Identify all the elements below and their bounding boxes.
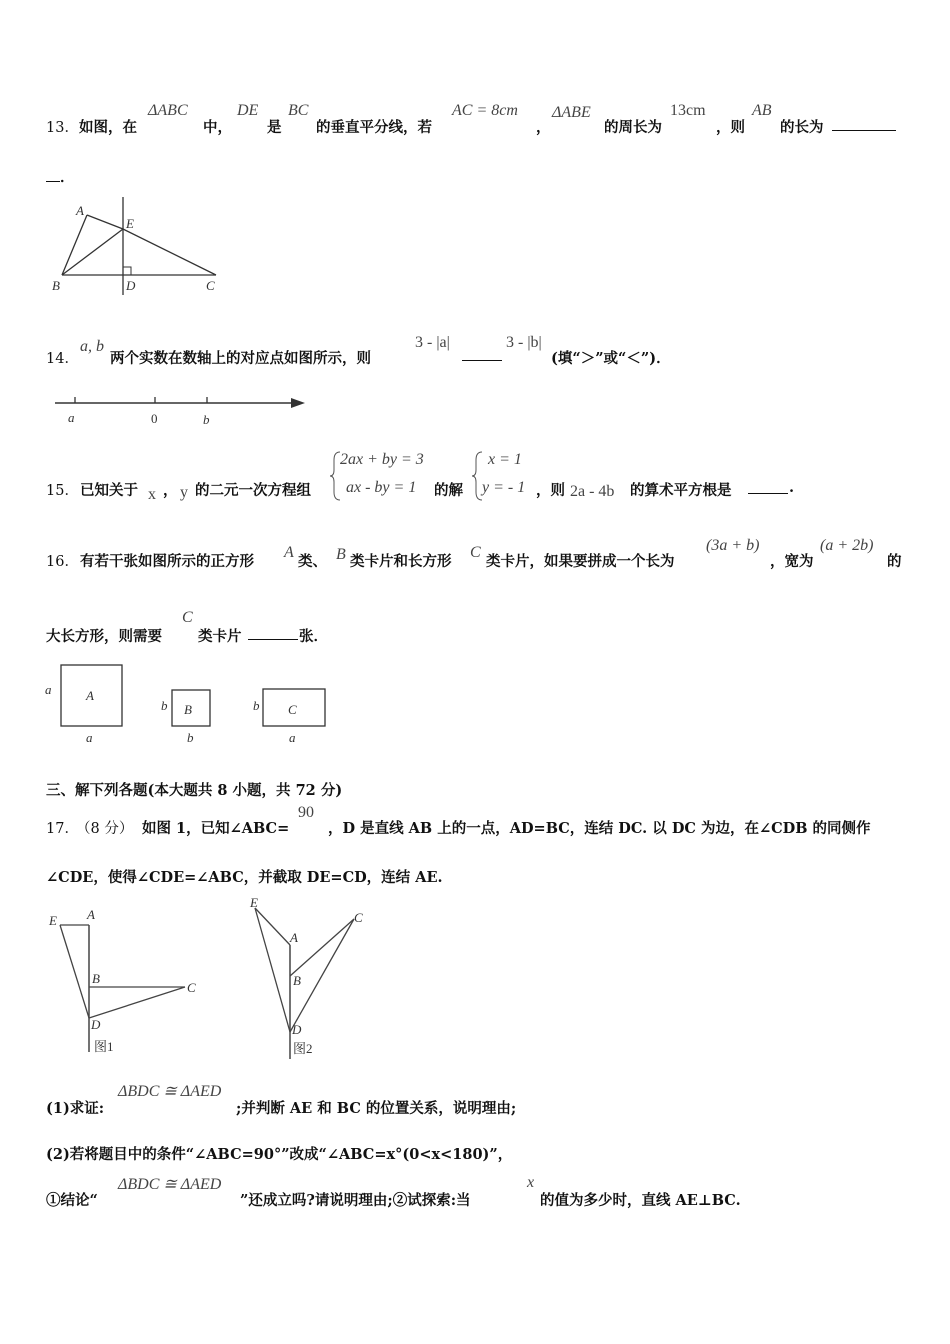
q14-text: 两个实数在数轴上的对应点如图所示，则 xyxy=(110,350,371,367)
q17-part3-text: ”还成立吗?请说明理由;②试探索:当 xyxy=(240,1192,471,1209)
q14-math-ab: a, b xyxy=(80,338,104,355)
q16-math-width: (a + 2b) xyxy=(820,537,874,554)
q17-f1-caption: 图1 xyxy=(94,1039,114,1054)
q13-answer-blank-cont xyxy=(46,169,60,182)
q16-card-b-side: b xyxy=(161,698,168,713)
q13-math-bc: BC xyxy=(288,102,309,119)
q14-label-a: a xyxy=(68,410,75,425)
q15-text: 的算术平方根是 xyxy=(630,482,732,499)
q13-label-e: E xyxy=(126,216,134,231)
q16-number: 16． xyxy=(46,554,79,570)
q17-part3-math: ΔBDC ≅ ΔAED xyxy=(118,1176,222,1193)
section-title: 三、解下列各题(本大题共 8 小题，共 72 分) xyxy=(46,782,343,799)
q17-part3-text: 的值为多少时，直线 AE⊥BC. xyxy=(540,1192,741,1209)
q15-text: ， xyxy=(163,482,178,499)
q15-equation-2: ax - by = 1 xyxy=(346,479,417,496)
q13-line1: 13．如图，在 xyxy=(46,119,137,136)
q13-math-ac: AC = 8cm xyxy=(452,102,518,119)
q16-card-b-name: B xyxy=(184,702,192,717)
q17-part2: (2)若将题目中的条件“∠ABC=90°”改成“∠ABC=x°(0<x<180)”， xyxy=(46,1146,513,1163)
q13-math-perimeter: 13cm xyxy=(670,102,706,119)
q17-f2-line-bc xyxy=(290,919,354,976)
q15-text: 的解 xyxy=(434,482,463,499)
q13-label-a: A xyxy=(76,203,84,218)
q17-f2-label-b: B xyxy=(293,973,301,988)
q15-math-y: y xyxy=(180,484,188,501)
q17-number: 17． xyxy=(46,821,79,837)
q15-solution-x: x = 1 xyxy=(488,451,522,468)
q16-card-c-side: b xyxy=(253,698,260,713)
q16-answer-blank[interactable] xyxy=(248,627,298,640)
q16-line2: 张． xyxy=(299,628,328,645)
q15-math-x: x xyxy=(148,486,156,503)
q17-f2-label-c: C xyxy=(354,910,363,925)
q17-f1-label-c: C xyxy=(187,980,196,995)
q15-solution-y: y = - 1 xyxy=(482,479,526,496)
q16-line2: 大长方形，则需要 xyxy=(46,628,162,645)
q17-figure-2 xyxy=(240,892,380,1062)
q13-label-d: D xyxy=(126,278,136,293)
q17-part1-text: ;并判断 AE 和 BC 的位置关系，说明理由; xyxy=(236,1100,517,1117)
q13-text: 的长为 xyxy=(780,119,824,136)
q14-number: 14． xyxy=(46,351,79,367)
q15-equation-1: 2ax + by = 3 xyxy=(340,451,424,468)
q16-text: 的 xyxy=(887,553,902,570)
q16-line2: 类卡片 xyxy=(198,628,242,645)
q17-text: ，D 是直线 AB 上的一点，AD=BC，连结 DC. 以 DC 为边，在∠CDB 的同侧作 xyxy=(328,820,871,837)
q16-math-b: B xyxy=(336,546,346,563)
q17-part3: ①结论“ xyxy=(46,1192,98,1209)
q17-score: （8 分） xyxy=(76,821,134,837)
q15-answer-blank[interactable] xyxy=(748,481,788,494)
q17-f1-line-ed xyxy=(60,925,89,1018)
q16-text: ，宽为 xyxy=(770,553,814,570)
q16-card-b-bottom: b xyxy=(187,730,194,745)
q14-math-right: 3 - |b| xyxy=(506,334,542,351)
q13-text: ，则 xyxy=(716,119,745,136)
q14-label-b: b xyxy=(203,412,210,427)
q14-number-line xyxy=(55,390,310,430)
q14-math-left: 3 - |a| xyxy=(415,334,450,351)
q16-math-c2: C xyxy=(182,609,193,626)
q15-text: 的二元一次方程组 xyxy=(195,482,311,499)
q17-f1-label-d: D xyxy=(91,1017,101,1032)
q16-card-a-side: a xyxy=(45,682,52,697)
q13-math-abe: ΔABE xyxy=(552,104,591,121)
q16-math-length: (3a + b) xyxy=(706,537,760,554)
q14-label-0: 0 xyxy=(151,411,158,426)
q16-text: 类卡片，如果要拼成一个长为 xyxy=(486,553,675,570)
q13-text: 是 xyxy=(267,119,282,136)
q16-text: 类卡片和长方形 xyxy=(350,553,452,570)
q13-text: ， xyxy=(536,119,551,136)
q16-text: 有若干张如图所示的正方形 xyxy=(80,553,254,570)
q13-text: 的周长为 xyxy=(604,119,662,136)
q17-f1-line-dc xyxy=(89,987,185,1018)
q13-line-ec xyxy=(123,229,216,275)
q17-line2: ∠CDE，使得∠CDE=∠ABC，并截取 DE=CD，连结 AE. xyxy=(46,869,443,886)
q13-math-de: DE xyxy=(237,102,259,119)
q17-text: 如图 1，已知∠ABC= xyxy=(142,820,290,837)
q16-card-a-bottom: a xyxy=(86,730,93,745)
q15-text: 已知关于 xyxy=(80,482,138,499)
q15-text-tail: . xyxy=(789,479,795,496)
figure-stroke xyxy=(330,452,340,500)
q15-text: ，则 xyxy=(536,482,565,499)
q15-number: 15． xyxy=(46,483,79,499)
q16-cards-figure xyxy=(40,660,340,750)
q16-math-c: C xyxy=(470,544,481,561)
q17-f1-label-b: B xyxy=(92,971,100,986)
q13-line2: ． xyxy=(46,166,75,187)
q13-right-angle-mark xyxy=(123,267,131,275)
q16-card-a-name: A xyxy=(86,688,94,703)
q13-math-triangle-abc: ΔABC xyxy=(148,102,188,119)
q13-figure xyxy=(40,195,240,300)
q14-axis-arrow xyxy=(291,398,305,408)
q13-label-c: C xyxy=(206,278,215,293)
q17-f2-label-d: D xyxy=(292,1022,302,1037)
q13-answer-blank[interactable] xyxy=(832,118,896,131)
q15-math-expression: 2a - 4b xyxy=(570,483,615,500)
q17-part3-math-x: x xyxy=(527,1174,535,1191)
q17-f2-label-e: E xyxy=(250,895,258,910)
q17-part1: (1)求证: xyxy=(46,1100,105,1117)
q17-math-degree: 90 xyxy=(298,804,314,821)
q14-text-tail: (填“＞”或“＜”)． xyxy=(551,350,671,367)
q17-f1-label-a: A xyxy=(87,907,95,922)
q13-text: 中， xyxy=(203,119,232,136)
q16-card-c-name: C xyxy=(288,702,297,717)
q13-math-ab: AB xyxy=(752,102,772,119)
q17-part1-math: ΔBDC ≅ ΔAED xyxy=(118,1083,222,1100)
q13-text: 的垂直平分线，若 xyxy=(316,119,432,136)
q17-f1-label-e: E xyxy=(49,913,57,928)
q13-label-b: B xyxy=(52,278,60,293)
q16-math-a: A xyxy=(284,544,294,561)
q17-figure-1 xyxy=(40,900,220,1060)
q14-answer-blank[interactable] xyxy=(462,348,502,361)
q13-line-ae xyxy=(87,215,123,229)
figure-stroke xyxy=(472,452,482,500)
q16-text: 类、 xyxy=(298,553,327,570)
q17-f2-label-a: A xyxy=(290,930,298,945)
q17-f2-caption: 图2 xyxy=(293,1041,313,1056)
q16-card-c-bottom: a xyxy=(289,730,296,745)
